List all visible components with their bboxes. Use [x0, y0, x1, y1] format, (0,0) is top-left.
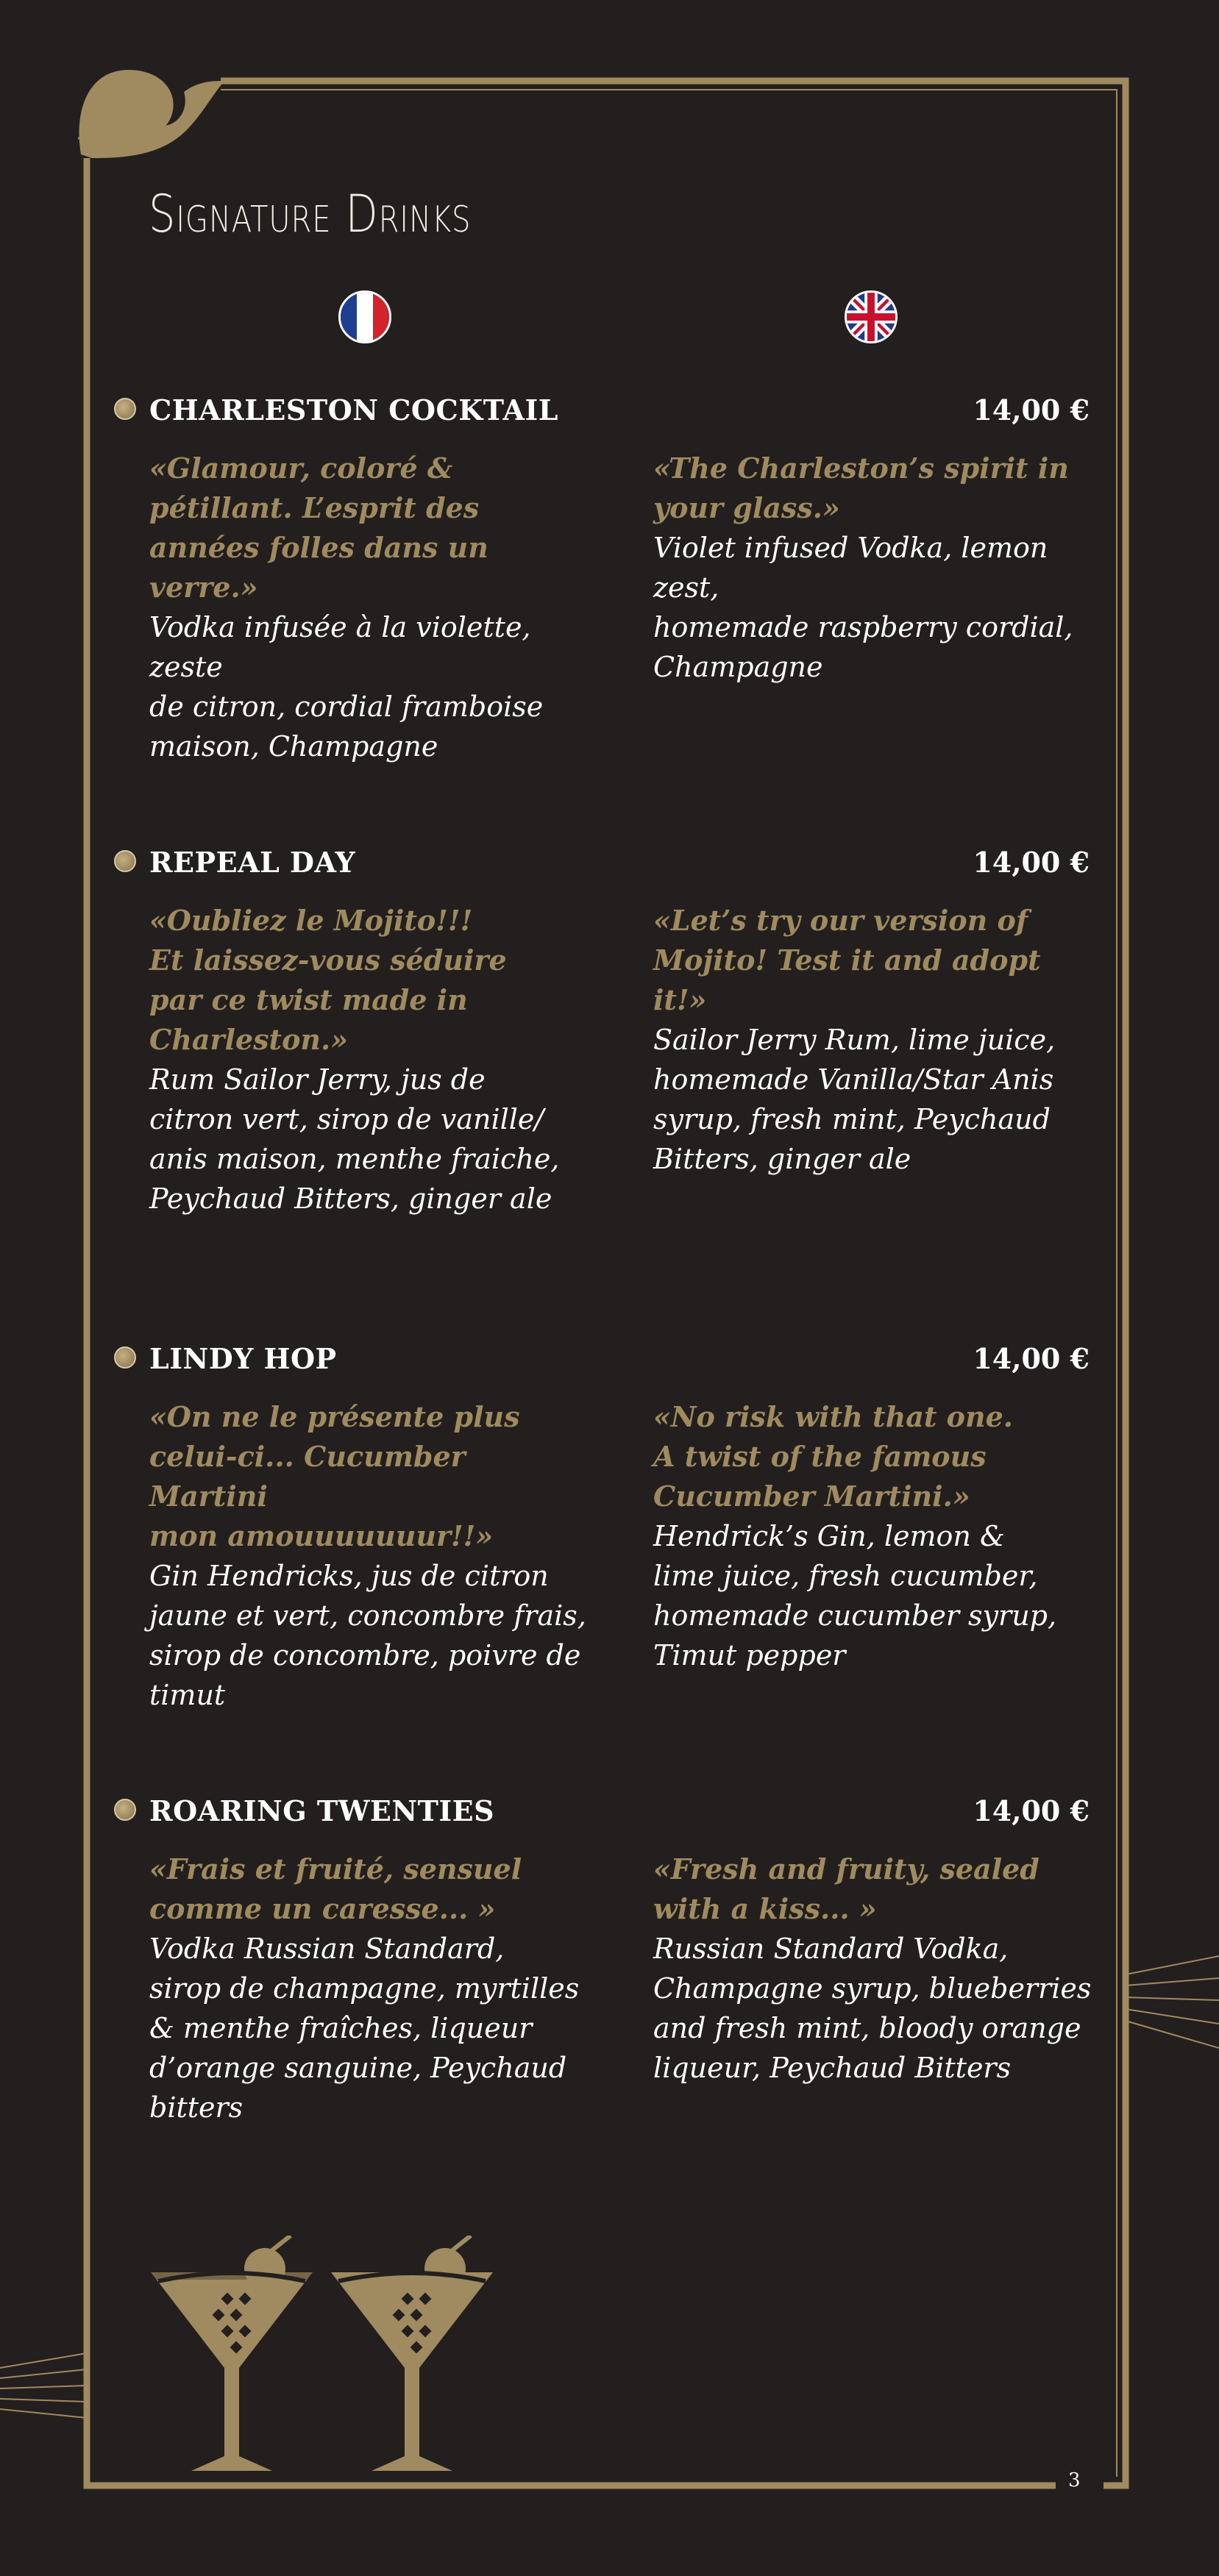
english-description — [653, 449, 1095, 687]
drink-ingredients: Vodka infusée à la violette, zeste de citron, cordial framboise maison, Champagne — [149, 611, 544, 763]
drink-ingredients: Vodka Russian Standard, sirop de champagne, myrtilles & menthe fraîches, liqueur d’orange sanguine, Peychaud bitters — [149, 1933, 580, 2124]
drink-tagline: «Frais et fruité, sensuel comme un caresse... » — [149, 1852, 522, 1925]
french-description — [149, 449, 591, 766]
martini-glasses-icon — [143, 2236, 511, 2478]
deco-lines-right — [1126, 1956, 1219, 2048]
french-flag-icon — [338, 290, 391, 343]
french-description — [149, 901, 591, 1219]
drink-price: 14,00 € — [973, 1794, 1090, 1827]
deco-lines-left — [0, 2353, 87, 2418]
drink-tagline: «Fresh and fruity, sealed with a kiss... » — [653, 1852, 1039, 1925]
drink-tagline: «On ne le présente plus celui-ci... Cucumber Martini mon amouuuuuuur!!» — [149, 1400, 520, 1552]
drink-ingredients: Hendrick’s Gin, lemon & lime juice, fresh cucumber, homemade cucumber syrup, Timut pepper — [653, 1520, 1057, 1671]
drink-name: ROARING TWENTIES — [149, 1794, 495, 1827]
drink-name: LINDY HOP — [149, 1342, 337, 1375]
bullet-icon — [114, 398, 136, 420]
drink-ingredients: Violet infused Vodka, lemon zest, homemade raspberry cordial, Champagne — [653, 532, 1073, 683]
drink-tagline: «No risk with that one. A twist of the famous Cucumber Martini.» — [653, 1400, 1013, 1513]
page-title: Signature Drinks — [149, 184, 472, 244]
english-description — [653, 1849, 1095, 2088]
drink-ingredients: Gin Hendricks, jus de citron jaune et vert, concombre frais, sirop de concombre, poivre de timut — [149, 1560, 586, 1711]
bullet-icon — [114, 850, 136, 872]
french-description — [149, 1849, 591, 2127]
drink-tagline: «Oubliez le Mojito!!! Et laissez-vous séduire par ce twist made in Charleston.» — [149, 904, 507, 1056]
drink-ingredients: Russian Standard Vodka, Champagne syrup, blueberries and fresh mint, bloody orange liqueur, Peychaud Bitters — [653, 1933, 1092, 2084]
uk-flag-icon — [845, 290, 898, 343]
drink-name: REPEAL DAY — [149, 846, 356, 879]
corner-ornament-icon — [79, 70, 224, 158]
drink-tagline: «The Charleston’s spirit in your glass.» — [653, 452, 1069, 524]
french-description — [149, 1397, 591, 1715]
drink-tagline: «Glamour, coloré & pétillant. L’esprit des années folles dans un verre.» — [149, 452, 488, 604]
english-description — [653, 1397, 1095, 1675]
drink-price: 14,00 € — [973, 393, 1090, 427]
bullet-icon — [114, 1799, 136, 1821]
drink-price: 14,00 € — [973, 1342, 1090, 1375]
page-number: 3 — [1068, 2469, 1081, 2491]
drink-price: 14,00 € — [973, 846, 1090, 879]
bullet-icon — [114, 1346, 136, 1369]
drink-ingredients: Sailor Jerry Rum, lime juice, homemade Vanilla/Star Anis syrup, fresh mint, Peychaud Bitters, ginger ale — [653, 1024, 1056, 1175]
drink-ingredients: Rum Sailor Jerry, jus de citron vert, sirop de vanille/ anis maison, menthe fraiche, Peychaud Bitters, ginger ale — [149, 1063, 560, 1215]
drink-name: CHARLESTON COCKTAIL — [149, 393, 558, 427]
english-description — [653, 901, 1095, 1179]
drink-tagline: «Let’s try our version of Mojito! Test it and adopt it!» — [653, 904, 1041, 1016]
